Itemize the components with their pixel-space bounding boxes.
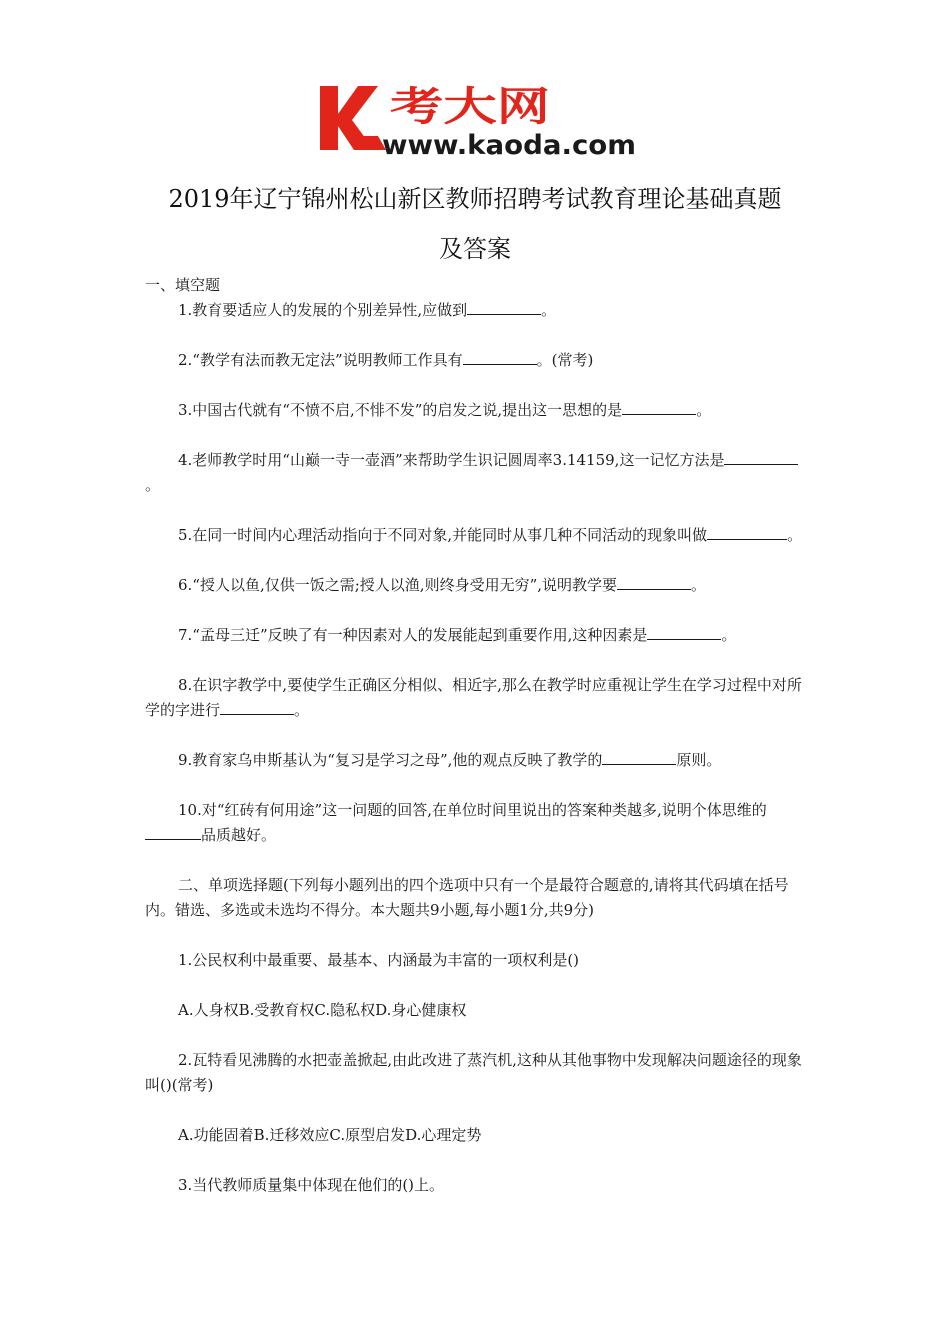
question-fill-6: 6.“授人以鱼,仅供一饭之需;授人以渔,则终身受用无穷”,说明教学要 。: [178, 576, 707, 594]
logo-brand-url: www.kaoda.com: [382, 130, 636, 161]
k-mark-icon: [320, 86, 386, 150]
question-fill-9: 9.教育家乌申斯基认为“复习是学习之母”,他的观点反映了教学的 原则。: [178, 751, 722, 769]
answer-blank: [647, 624, 721, 640]
question-fill-10: 10.对“红砖有何用途”这一问题的回答,在单位时间里说出的答案种类越多,说明个体思维的品质越好。: [145, 798, 810, 848]
document-body: [145, 272, 810, 1198]
answer-blank: [463, 349, 537, 365]
section-heading-fill-in: 一、填空题: [145, 276, 221, 294]
logo-brand-cn: 考大网: [390, 84, 550, 130]
question-choice-1: 1.公民权利中最重要、最基本、内涵最为丰富的一项权利是(): [178, 951, 580, 969]
kaoda-logo-graphic: [316, 78, 641, 162]
question-fill-5: 5.在同一时间内心理活动指向于不同对象,并能同时从事几种不同活动的现象叫做 。: [178, 526, 803, 544]
answer-blank: [145, 824, 201, 840]
answer-blank: [617, 574, 691, 590]
title-line-1: 2019年辽宁锦州松山新区教师招聘考试教育理论基础真题: [168, 185, 782, 213]
answer-blank: [622, 399, 696, 415]
document-title: [100, 174, 850, 274]
question-fill-7: 7.“孟母三迁”反映了有一种因素对人的发展能起到重要作用,这种因素是 。: [178, 626, 737, 644]
question-fill-8: 8.在识字教学中,要使学生正确区分相似、相近字,那么在教学时应重视让学生在学习过程中对所学的字进行 。: [145, 676, 802, 719]
answer-blank: [467, 299, 541, 315]
question-fill-4: 4.老师教学时用“山巅一寺一壶酒”来帮助学生识记圆周率3.14159,这一记忆方法是。: [145, 448, 810, 498]
question-choice-2-options: A.功能固着B.迁移效应C.原型启发D.心理定势: [178, 1126, 482, 1144]
answer-blank: [724, 449, 798, 465]
question-choice-2: 2.瓦特看见沸腾的水把壶盖掀起,由此改进了蒸汽机,这种从其他事物中发现解决问题途径的现象叫()(常考): [145, 1051, 802, 1094]
question-choice-1-options: A.人身权B.受教育权C.隐私权D.身心健康权: [178, 1001, 467, 1019]
answer-blank: [220, 699, 294, 715]
answer-blank: [747, 524, 787, 540]
section-heading-single-choice: 二、单项选择题(下列每小题列出的四个选项中只有一个是最符合题意的,请将其代码填在括号内。错选、多选或未选均不得分。本大题共9小题,每小题1分,共9分): [145, 876, 789, 919]
question-choice-3: 3.当代教师质量集中体现在他们的()上。: [178, 1176, 445, 1194]
answer-blank: [602, 749, 676, 765]
title-line-2: 及答案: [439, 235, 511, 263]
kaoda-logo: [316, 78, 641, 162]
question-fill-3: 3.中国古代就有“不愤不启,不悱不发”的启发之说,提出这一思想的是 。: [178, 401, 712, 419]
question-fill-2: 2.“教学有法而教无定法”说明教师工作具有 。(常考): [178, 351, 594, 369]
answer-blank: [707, 524, 747, 540]
question-fill-1: 1.教育要适应人的发展的个别差异性,应做到 。: [178, 301, 557, 319]
